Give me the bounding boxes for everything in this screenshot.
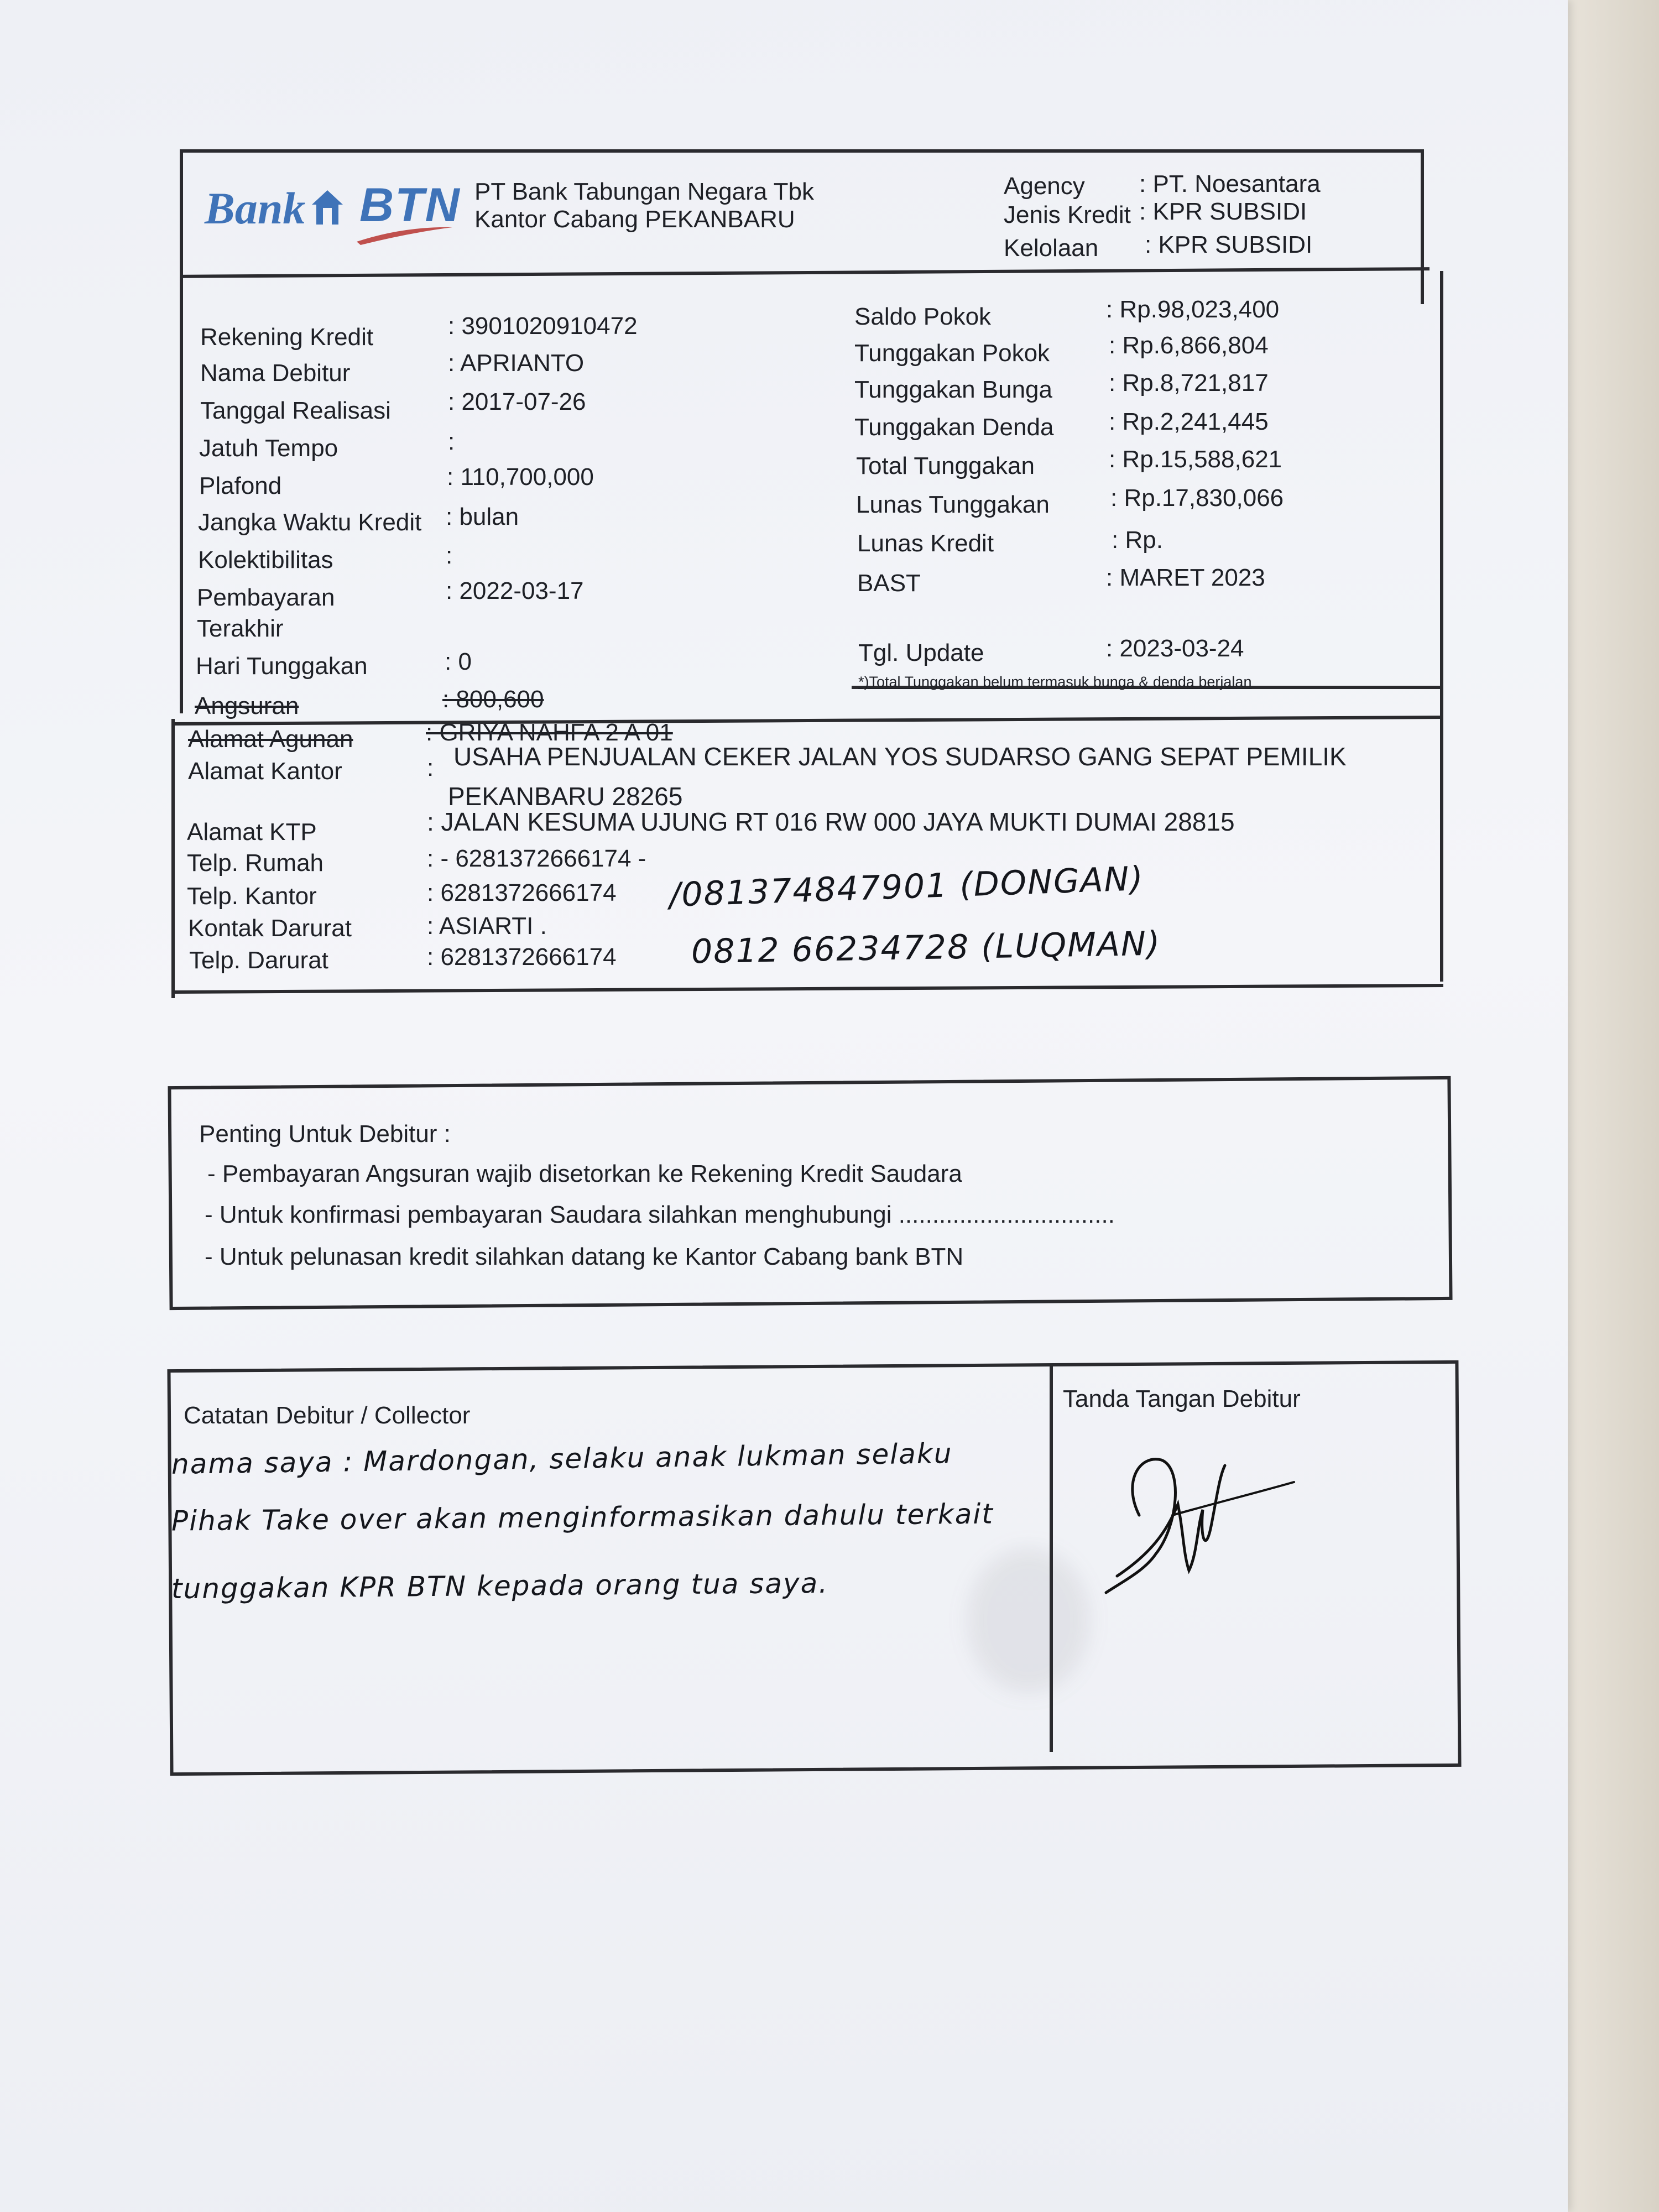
rekening-kredit-value: : 3901020910472 — [448, 312, 638, 340]
catatan-label: Catatan Debitur / Collector — [184, 1402, 471, 1429]
divider — [171, 984, 1443, 994]
btn-logo-text: BTN — [359, 179, 461, 232]
signature-image — [1100, 1443, 1300, 1598]
kontak-darurat-label: Kontak Darurat — [188, 915, 352, 942]
border-left — [171, 719, 175, 998]
jangka-waktu-value: : bulan — [446, 503, 519, 530]
agency-value: : PT. Noesantara — [1139, 170, 1321, 197]
kolektibilitas-label: Kolektibilitas — [198, 546, 333, 573]
jangka-waktu-label: Jangka Waktu Kredit — [198, 509, 422, 536]
notice-line-2: - Untuk konfirmasi pembayaran Saudara silahkan menghubungi ................................ — [205, 1201, 1115, 1228]
alamat-kantor-line-2: PEKANBARU 28265 — [448, 782, 683, 811]
divider — [171, 716, 1443, 726]
notice-line-1: - Pembayaran Angsuran wajib disetorkan ke Rekening Kredit Saudara — [207, 1160, 962, 1187]
logo-swoosh-icon — [354, 224, 453, 246]
handwritten-phone-2: 0812 66234728 (LUQMAN) — [691, 924, 1161, 972]
branch-name: Kantor Cabang PEKANBARU — [474, 206, 795, 233]
agency-label: Agency — [1004, 173, 1085, 200]
kolektibilitas-value: : — [446, 542, 453, 569]
telp-rumah-value: : - 6281372666174 - — [427, 845, 646, 872]
pembayaran-label-2: Terakhir — [197, 615, 284, 642]
hari-tunggakan-value: : 0 — [445, 648, 472, 675]
notice-box — [168, 1076, 1452, 1310]
tgl-update-label: Tgl. Update — [858, 639, 984, 666]
handwritten-note-1: nama saya : Mardongan, selaku anak lukman selaku — [171, 1437, 953, 1480]
lunas-tunggakan-label: Lunas Tunggakan — [856, 491, 1050, 518]
handwritten-phone-1: /081374847901 (DONGAN) — [669, 859, 1145, 915]
lunas-kredit-label: Lunas Kredit — [857, 530, 994, 557]
lunas-kredit-value: : Rp. — [1112, 526, 1163, 554]
kontak-darurat-value: : ASIARTI . — [427, 912, 547, 940]
handwritten-note-2: Pihak Take over akan menginformasikan dahulu terkait — [171, 1498, 994, 1537]
lunas-tunggakan-value: : Rp.17,830,066 — [1110, 484, 1284, 512]
handwritten-note-3: tunggakan KPR BTN kepada orang tua saya. — [171, 1567, 829, 1605]
jenis-kredit-label: Jenis Kredit — [1004, 201, 1131, 228]
nama-debitur-value: : APRIANTO — [448, 349, 585, 377]
border-right — [1440, 271, 1443, 713]
tunggakan-pokok-label: Tunggakan Pokok — [854, 340, 1050, 367]
plafond-label: Plafond — [199, 472, 282, 499]
jenis-kredit-value: : KPR SUBSIDI — [1139, 198, 1307, 225]
border-left — [180, 271, 183, 713]
footnote: *)Total Tunggakan belum termasuk bunga & denda berjalan — [858, 674, 1252, 690]
nama-debitur-label: Nama Debitur — [200, 359, 351, 387]
alamat-agunan-label: Alamat Agunan — [188, 726, 353, 753]
plafond-value: : 110,700,000 — [447, 463, 594, 491]
notice-line-3: - Untuk pelunasan kredit silahkan datang ke Kantor Cabang bank BTN — [205, 1243, 964, 1270]
telp-kantor-value: : 6281372666174 — [427, 879, 617, 906]
bast-label: BAST — [857, 570, 921, 597]
telp-darurat-value: : 6281372666174 — [427, 943, 617, 971]
alamat-agunan-value: : GRIYA NAHFA 2 A 01 — [426, 719, 673, 746]
kelolaan-label: Kelolaan — [1004, 234, 1099, 262]
rekening-kredit-label: Rekening Kredit — [200, 324, 374, 351]
tanggal-realisasi-label: Tanggal Realisasi — [200, 397, 391, 424]
jatuh-tempo-label: Jatuh Tempo — [199, 435, 338, 462]
telp-rumah-label: Telp. Rumah — [187, 849, 324, 877]
bank-name: PT Bank Tabungan Negara Tbk — [474, 178, 814, 205]
signature-label: Tanda Tangan Debitur — [1063, 1385, 1301, 1412]
border-right — [1440, 713, 1443, 982]
angsuran-value: : 800,600 — [442, 686, 544, 713]
table-surface — [1565, 0, 1659, 2212]
bast-value: : MARET 2023 — [1106, 564, 1265, 591]
telp-darurat-label: Telp. Darurat — [189, 947, 328, 974]
bank-logo-text: Bank — [205, 183, 306, 233]
kelolaan-value: : KPR SUBSIDI — [1145, 231, 1313, 258]
saldo-pokok-value: : Rp.98,023,400 — [1106, 296, 1280, 323]
notes-divider — [1050, 1365, 1053, 1752]
alamat-kantor-label: Alamat Kantor — [188, 758, 342, 785]
tunggakan-pokok-value: : Rp.6,866,804 — [1109, 332, 1269, 359]
total-tunggakan-label: Total Tunggakan — [856, 452, 1035, 479]
alamat-kantor-colon: : — [427, 754, 434, 781]
tgl-update-value: : 2023-03-24 — [1106, 635, 1244, 662]
pembayaran-value: : 2022-03-17 — [446, 577, 584, 604]
tunggakan-denda-label: Tunggakan Denda — [854, 414, 1054, 441]
tunggakan-denda-value: : Rp.2,241,445 — [1109, 408, 1269, 435]
hari-tunggakan-label: Hari Tunggakan — [196, 653, 368, 680]
pembayaran-label: Pembayaran — [197, 584, 335, 611]
angsuran-label: Angsuran — [195, 692, 299, 719]
tanggal-realisasi-value: : 2017-07-26 — [448, 388, 586, 415]
alamat-ktp-label: Alamat KTP — [187, 818, 317, 846]
alamat-ktp-value: : JALAN KESUMA UJUNG RT 016 RW 000 JAYA MUKTI DUMAI 28815 — [427, 807, 1235, 836]
alamat-kantor-line-1: USAHA PENJUALAN CEKER JALAN YOS SUDARSO GANG SEPAT PEMILIK — [453, 742, 1347, 771]
jatuh-tempo-value: : — [448, 428, 455, 455]
total-tunggakan-value: : Rp.15,588,621 — [1109, 446, 1282, 473]
telp-kantor-label: Telp. Kantor — [187, 883, 317, 910]
house-logo-icon — [310, 188, 345, 227]
tunggakan-bunga-label: Tunggakan Bunga — [854, 376, 1052, 403]
notice-title: Penting Untuk Debitur : — [199, 1120, 451, 1147]
tunggakan-bunga-value: : Rp.8,721,817 — [1109, 369, 1269, 397]
saldo-pokok-label: Saldo Pokok — [854, 303, 992, 330]
